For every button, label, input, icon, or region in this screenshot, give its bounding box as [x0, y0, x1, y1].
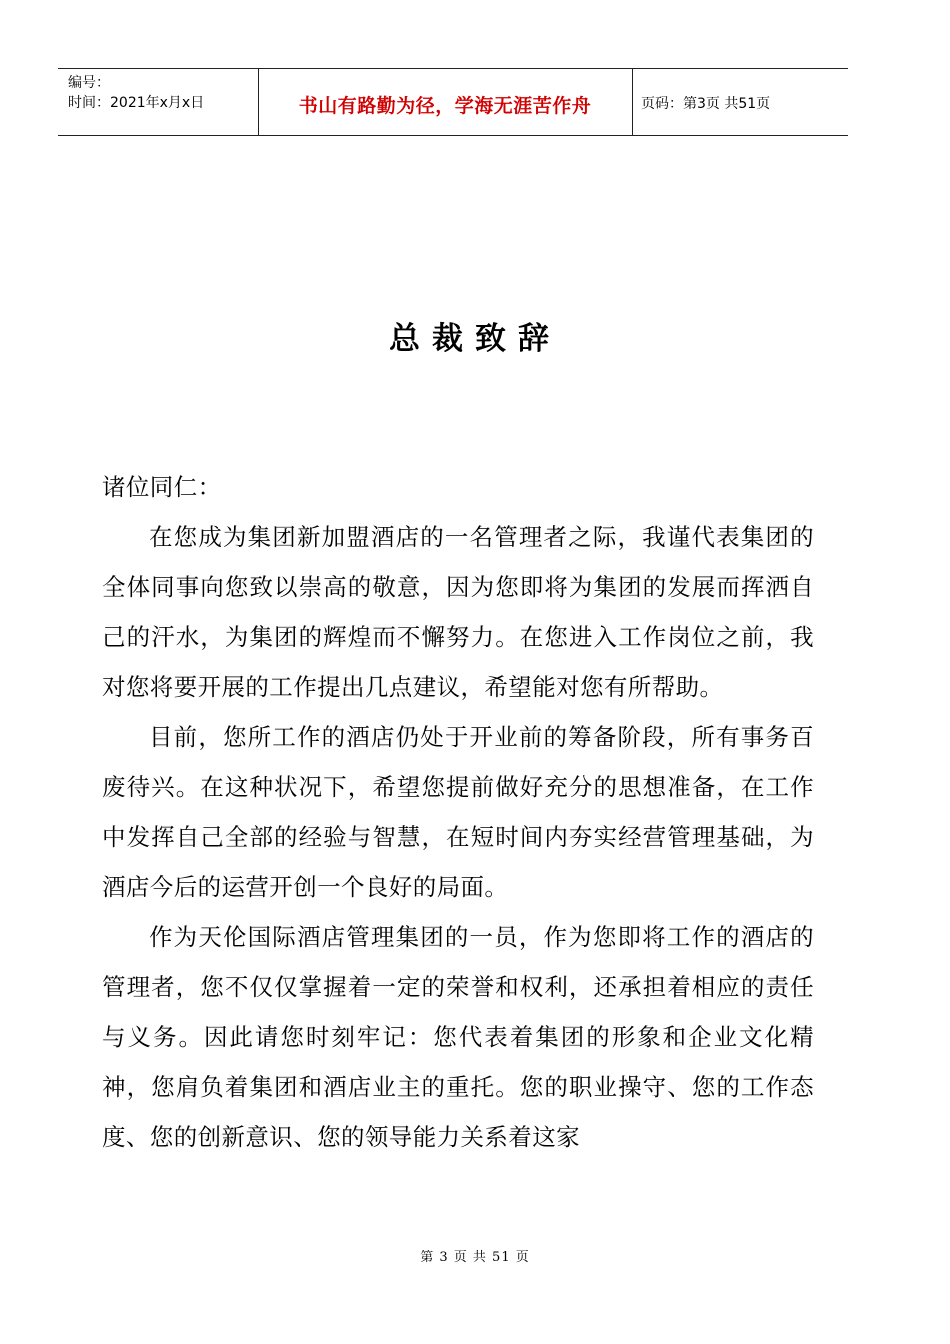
header-divider-right	[632, 69, 633, 135]
document-body	[102, 462, 814, 1162]
body-paragraph-2: 目前，您所工作的酒店仍处于开业前的筹备阶段，所有事务百废待兴。在这种状况下，希望您提前做好充分的思想准备，在工作中发挥自己全部的经验与智慧，在短时间内夯实经营管理基础，为酒店今后的运营开创一个良好的局面。	[102, 723, 814, 901]
page-header	[58, 68, 848, 136]
salutation: 诸位同仁：	[102, 473, 222, 501]
time-label: 时间：2021年x月x日	[68, 95, 205, 111]
header-meta	[68, 73, 204, 113]
document-title: 总裁致辞	[389, 321, 561, 357]
doc-number-label: 编号：	[68, 75, 110, 91]
body-paragraph-1: 在您成为集团新加盟酒店的一名管理者之际，我谨代表集团的全体同事向您致以崇高的敬意，因为您即将为集团的发展而挥洒自己的汗水，为集团的辉煌而不懈努力。在您进入工作岗位之前，我对您将要开展的工作提出几点建议，希望能对您有所帮助。	[102, 523, 814, 701]
header-page-info: 页码：第3页 共51页	[641, 96, 771, 112]
header-motto: 书山有路勤为径，学海无涯苦作舟	[298, 95, 592, 117]
page-footer: 第 3 页 共 51 页	[420, 1250, 530, 1265]
body-paragraph-3: 作为天伦国际酒店管理集团的一员，作为您即将工作的酒店的管理者，您不仅仅掌握着一定的荣誉和权利，还承担着相应的责任与义务。因此请您时刻牢记：您代表着集团的形象和企业文化精神，您肩负着集团和酒店业主的重托。您的职业操守、您的工作态度、您的创新意识、您的领导能力关系着这家	[102, 923, 814, 1151]
